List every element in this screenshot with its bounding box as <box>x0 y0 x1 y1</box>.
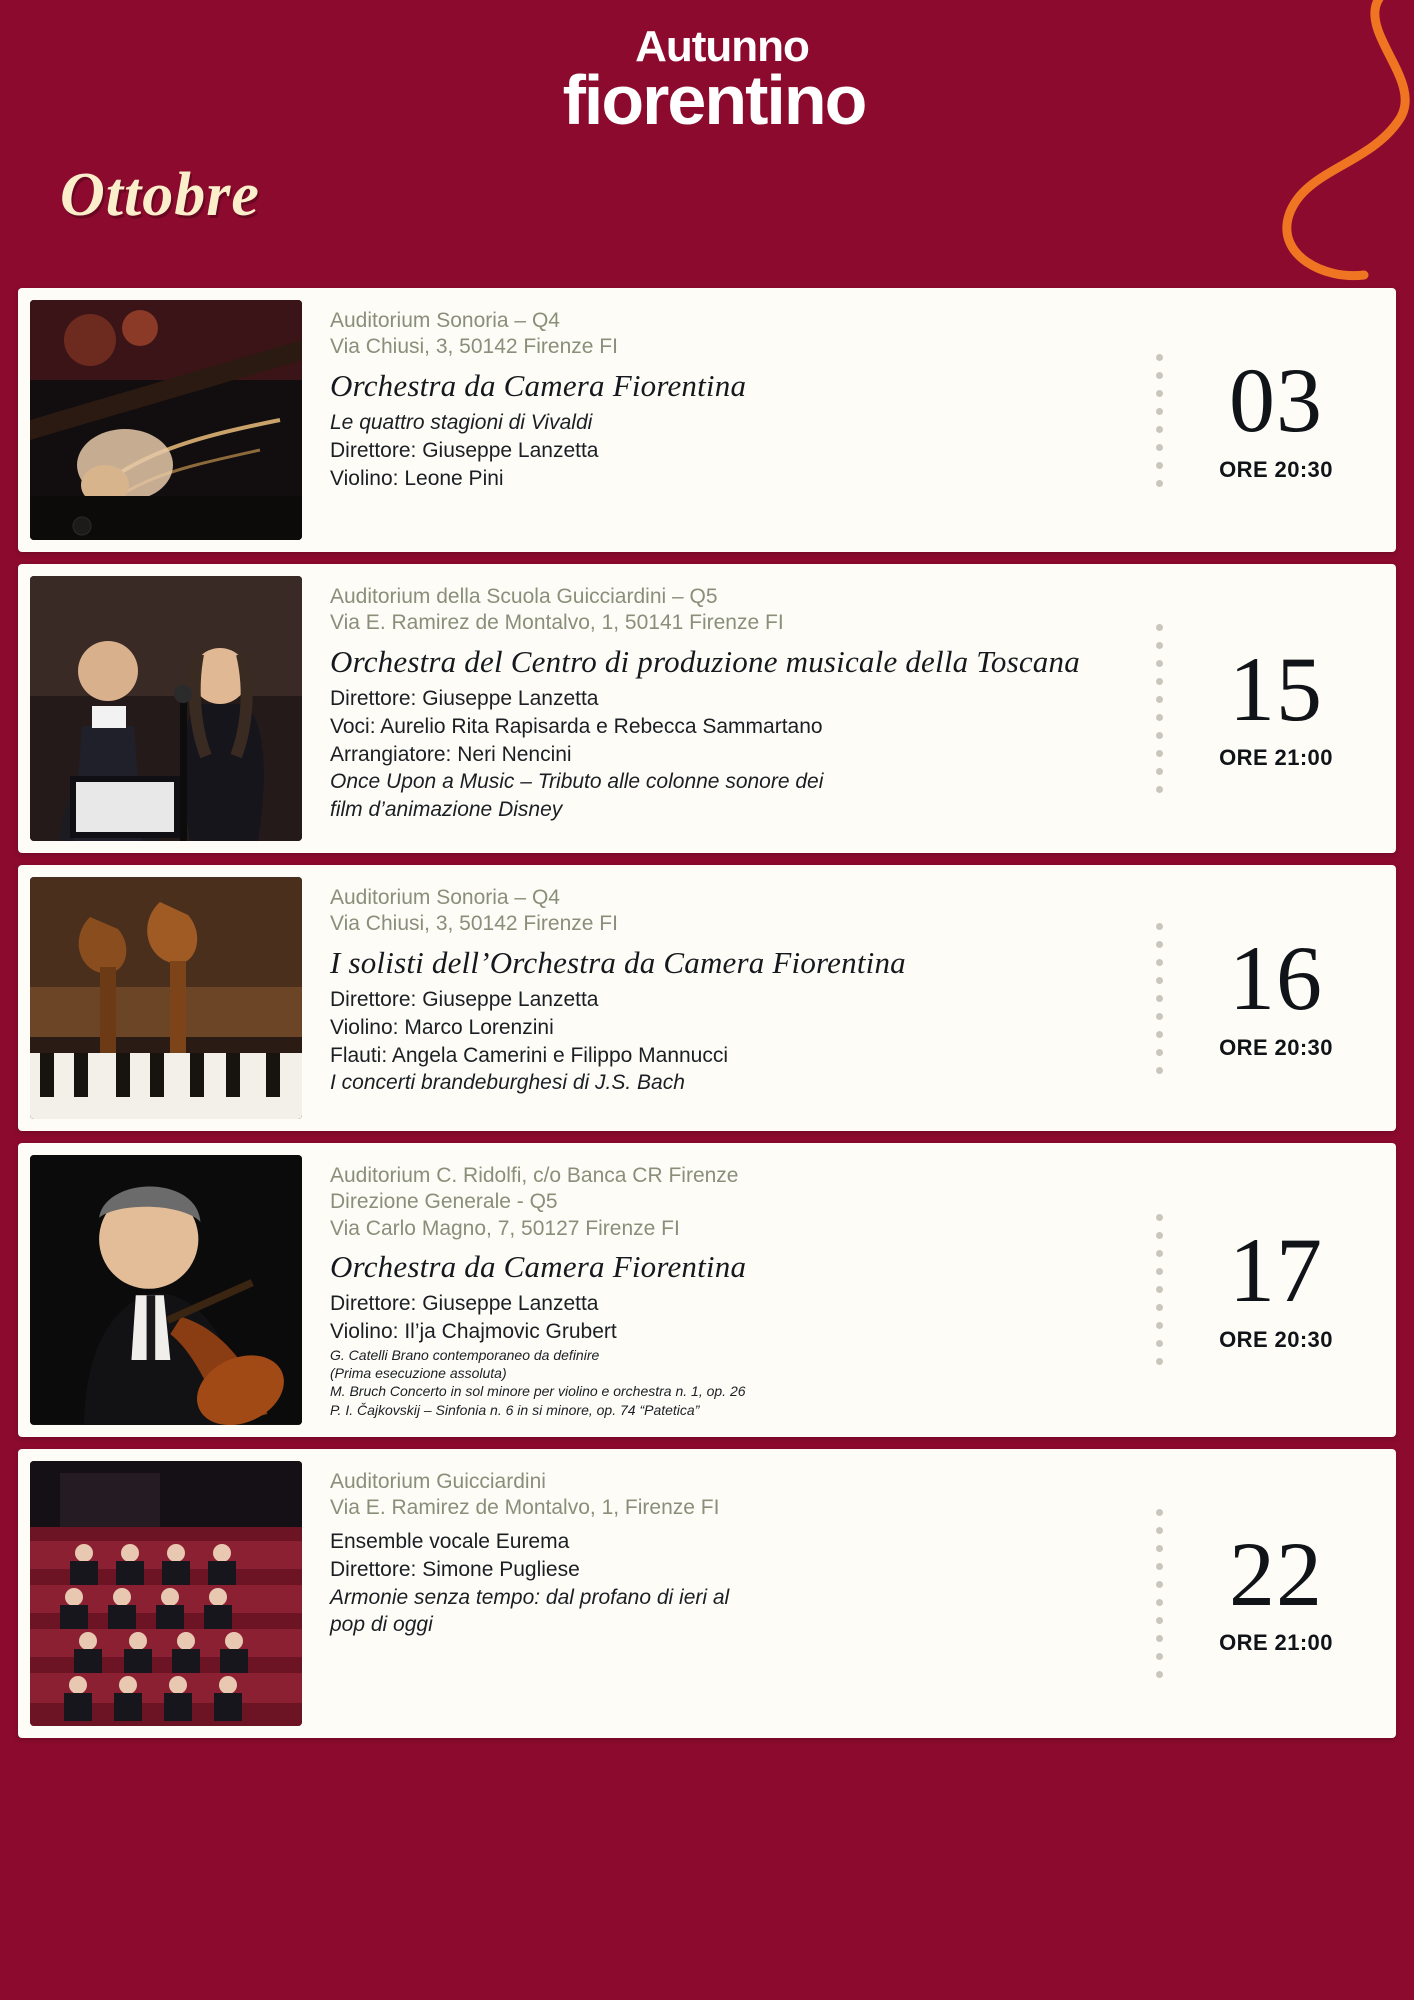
event-day: 16 <box>1229 927 1323 1030</box>
event-line: Direttore: Simone Pugliese <box>330 1557 580 1581</box>
event-line: Arrangiatore: Neri Nencini <box>330 742 572 766</box>
dotted-divider <box>1144 576 1174 841</box>
event-image-cellist-bow-closeup <box>30 300 302 540</box>
event-hour: ORE 20:30 <box>1219 1034 1333 1060</box>
event-day: 22 <box>1229 1522 1323 1625</box>
event-info <box>302 576 1144 841</box>
event-hour: ORE 21:00 <box>1219 1629 1333 1655</box>
event-card <box>18 288 1396 552</box>
event-line: film d’animazione Disney <box>330 798 563 822</box>
event-address: Via Chiusi, 3, 50142 Firenze FI <box>330 912 618 936</box>
event-title: Orchestra del Centro di produzione musicale della Toscana <box>330 643 1080 679</box>
event-image-violin-scrolls-piano-keys <box>30 877 302 1119</box>
event-line: P. I. Čajkovskij – Sinfonia n. 6 in si minore, op. 74 “Patetica” <box>330 1401 700 1418</box>
event-hour: ORE 20:30 <box>1219 456 1333 482</box>
event-line: Direttore: Giuseppe Lanzetta <box>330 438 599 462</box>
event-venue: Auditorium della Scuola Guicciardini – Q5 <box>330 585 718 608</box>
event-line: Direttore: Giuseppe Lanzetta <box>330 686 599 710</box>
event-day: 15 <box>1229 637 1323 740</box>
event-date-block <box>1174 1155 1384 1425</box>
event-image-two-singers-microphones <box>30 576 302 841</box>
event-title: I solisti dell’Orchestra da Camera Fiorentina <box>330 944 906 980</box>
event-image-violinist-portrait <box>30 1155 302 1425</box>
event-line: Direttore: Giuseppe Lanzetta <box>330 987 599 1011</box>
event-line: Armonie senza tempo: dal profano di ieri al <box>330 1585 730 1609</box>
event-list <box>18 288 1396 1750</box>
event-card <box>18 865 1396 1131</box>
event-address: Via E. Ramirez de Montalvo, 1, Firenze FI <box>330 1496 720 1520</box>
event-info <box>302 1155 1144 1425</box>
month-title: Ottobre <box>60 161 260 229</box>
event-hour: ORE 21:00 <box>1219 745 1333 771</box>
event-line: Violino: Marco Lorenzini <box>330 1015 554 1039</box>
event-card <box>18 564 1396 853</box>
brand-top-text: Autunno <box>635 22 809 71</box>
event-date-block <box>1174 1461 1384 1726</box>
event-info <box>302 300 1144 540</box>
event-line: pop di oggi <box>330 1613 433 1637</box>
event-line: G. Catelli Brano contemporaneo da definire <box>330 1347 600 1364</box>
event-line: Once Upon a Music – Tributo alle colonne sonore dei <box>330 770 824 794</box>
dotted-divider <box>1144 300 1174 540</box>
event-venue: Auditorium Guicciardini <box>330 1469 546 1493</box>
event-line: Flauti: Angela Camerini e Filippo Mannucci <box>330 1043 729 1067</box>
event-address: Via Carlo Magno, 7, 50127 Firenze FI <box>330 1216 680 1240</box>
event-line: Violino: Il’ja Chajmovic Grubert <box>330 1320 617 1344</box>
event-card <box>18 1143 1396 1437</box>
event-line: Voci: Aurelio Rita Rapisarda e Rebecca Sammartano <box>330 714 823 738</box>
event-image-choir-in-theatre-seats <box>30 1461 302 1726</box>
event-line: Le quattro stagioni di Vivaldi <box>330 410 593 434</box>
brand-logo <box>0 22 1414 139</box>
event-line: M. Bruch Concerto in sol minore per violino e orchestra n. 1, op. 26 <box>330 1383 746 1400</box>
event-line: Violino: Leone Pini <box>330 466 504 490</box>
dotted-divider <box>1144 1461 1174 1726</box>
event-line: I concerti brandeburghesi di J.S. Bach <box>330 1071 685 1095</box>
event-day: 17 <box>1229 1219 1323 1322</box>
event-line: Direttore: Giuseppe Lanzetta <box>330 1292 599 1316</box>
event-venue: Auditorium Sonoria – Q4 <box>330 309 560 332</box>
event-day: 03 <box>1229 349 1323 452</box>
dotted-divider <box>1144 1155 1174 1425</box>
dotted-divider <box>1144 877 1174 1119</box>
event-address: Via E. Ramirez de Montalvo, 1, 50141 Firenze FI <box>330 611 784 635</box>
event-date-block <box>1174 877 1384 1119</box>
event-venue: Auditorium C. Ridolfi, c/o Banca CR Firenze <box>330 1164 739 1187</box>
event-date-block <box>1174 300 1384 540</box>
event-title: Orchestra da Camera Fiorentina <box>330 367 747 403</box>
event-date-block <box>1174 576 1384 841</box>
event-info <box>302 877 1144 1119</box>
event-hour: ORE 20:30 <box>1219 1326 1333 1352</box>
event-info <box>302 1461 1144 1726</box>
event-line: Ensemble vocale Eurema <box>330 1529 570 1553</box>
event-address: Via Chiusi, 3, 50142 Firenze FI <box>330 335 618 359</box>
brand-bottom-text: fiorentino <box>562 61 866 139</box>
event-venue: Auditorium Sonoria – Q4 <box>330 886 560 909</box>
event-title: Orchestra da Camera Fiorentina <box>330 1249 747 1285</box>
event-venue-2: Direzione Generale - Q5 <box>330 1190 558 1214</box>
event-card <box>18 1449 1396 1738</box>
event-line: (Prima esecuzione assoluta) <box>330 1365 507 1382</box>
